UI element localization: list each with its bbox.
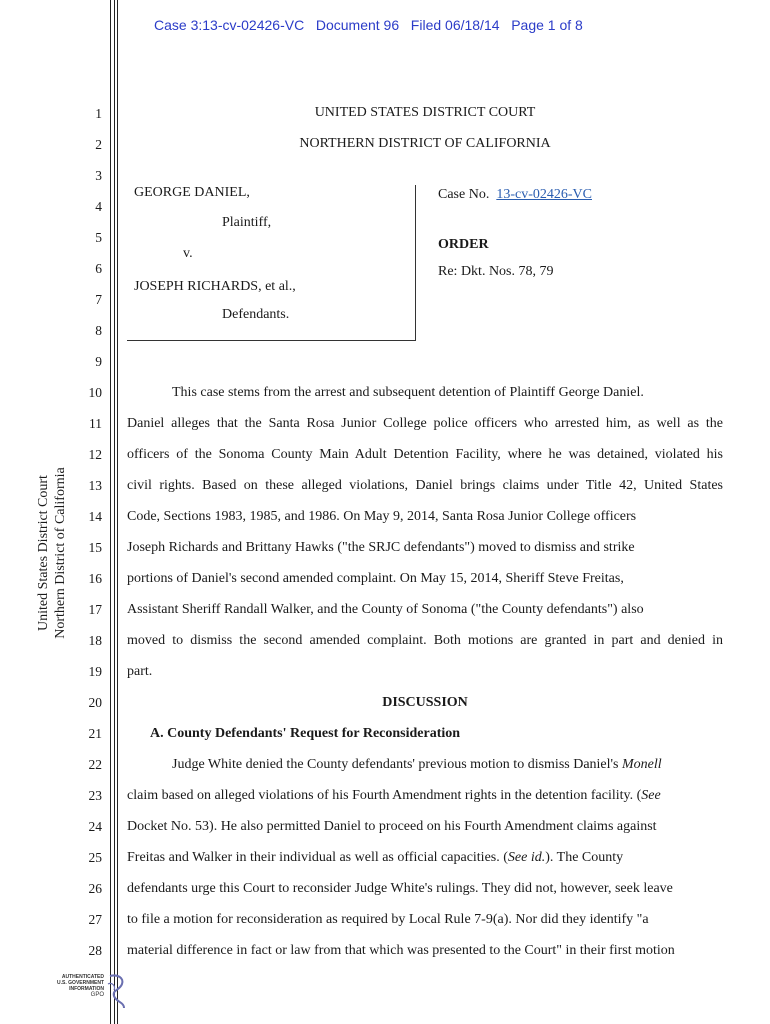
paragraph-line: Docket No. 53). He also permitted Daniel to proceed on his Fourth Amendment claims against bbox=[127, 819, 657, 834]
caption-divider-horizontal bbox=[127, 340, 416, 341]
paragraph-line: Daniel alleges that the Santa Rosa Junior College police officers who arrested him, as well as the bbox=[127, 416, 723, 431]
caption-divider-vertical bbox=[415, 185, 416, 341]
line-number: 3 bbox=[95, 168, 102, 183]
court-district: NORTHERN DISTRICT OF CALIFORNIA bbox=[299, 136, 551, 151]
docket-reference: Re: Dkt. Nos. 78, 79 bbox=[438, 264, 554, 279]
paragraph-line: part. bbox=[127, 664, 153, 679]
line-number: 27 bbox=[88, 912, 102, 927]
line-number: 26 bbox=[88, 881, 102, 896]
line-number: 25 bbox=[88, 850, 102, 865]
gpo-seal-text bbox=[42, 974, 104, 998]
line-number: 21 bbox=[88, 726, 102, 741]
side-label-line2: Northern District of California bbox=[53, 467, 68, 639]
versus: v. bbox=[183, 246, 193, 261]
line-number: 17 bbox=[88, 602, 102, 617]
text-run: Freitas and Walker in their individual as well as official capacities. ( bbox=[127, 850, 508, 865]
line-number: 18 bbox=[88, 633, 102, 648]
plaintiff-name: GEORGE DANIEL, bbox=[134, 185, 250, 200]
defendant-name: JOSEPH RICHARDS, et al., bbox=[134, 279, 296, 294]
gpo-authentication-seal bbox=[42, 972, 132, 1012]
line-number: 9 bbox=[95, 354, 102, 369]
line-number: 10 bbox=[88, 385, 102, 400]
gpo-seal-name: GPO bbox=[90, 992, 104, 998]
line-number: 4 bbox=[95, 199, 102, 214]
line-number: 19 bbox=[88, 664, 102, 679]
paragraph-line: Joseph Richards and Brittany Hawks ("the SRJC defendants") moved to dismiss and strike bbox=[127, 540, 635, 555]
line-number: 12 bbox=[88, 447, 102, 462]
line-number: 2 bbox=[95, 137, 102, 152]
plaintiff-role: Plaintiff, bbox=[222, 215, 272, 230]
paragraph-line: Assistant Sheriff Randall Walker, and the County of Sonoma ("the County defendants") also bbox=[127, 602, 644, 617]
line-number: 28 bbox=[88, 943, 102, 958]
gpo-seal-line2: U.S. GOVERNMENT bbox=[57, 980, 104, 986]
text-run: claim based on alleged violations of his Fourth Amendment rights in the detention facility. ( bbox=[127, 788, 642, 803]
italic-citation: Monell bbox=[622, 757, 662, 772]
gpo-eagle-icon bbox=[104, 972, 130, 1012]
line-number: 14 bbox=[88, 509, 102, 524]
margin-rule-left-1 bbox=[110, 0, 111, 1024]
paragraph-line bbox=[127, 788, 661, 804]
line-number: 6 bbox=[95, 261, 102, 276]
court-name: UNITED STATES DISTRICT COURT bbox=[314, 105, 536, 120]
italic-citation: See id. bbox=[507, 850, 546, 865]
line-number: 24 bbox=[88, 819, 102, 834]
paragraph-line: Code, Sections 1983, 1985, and 1986. On May 9, 2014, Santa Rosa Junior College officers bbox=[127, 509, 637, 524]
line-number: 8 bbox=[95, 323, 102, 338]
line-number: 15 bbox=[88, 540, 102, 555]
italic-citation: See bbox=[641, 788, 661, 803]
line-number: 13 bbox=[88, 478, 102, 493]
case-number-label: Case No. bbox=[438, 187, 490, 202]
margin-rule-left-3 bbox=[117, 0, 118, 1024]
paragraph-line: to file a motion for reconsideration as required by Local Rule 7-9(a). Nor did they identify "a bbox=[127, 912, 649, 927]
paragraph-line bbox=[127, 850, 623, 866]
paragraph-line: moved to dismiss the second amended complaint. Both motions are granted in part and denied in bbox=[127, 633, 723, 648]
paragraph-line: civil rights. Based on these alleged violations, Daniel brings claims under Title 42, United States bbox=[127, 478, 723, 493]
paragraph-line: material difference in fact or law from that which was presented to the Court" in their first motion bbox=[127, 943, 675, 958]
line-number: 23 bbox=[88, 788, 102, 803]
paragraph-line bbox=[172, 757, 662, 773]
line-number: 22 bbox=[88, 757, 102, 772]
paragraph-line: portions of Daniel's second amended complaint. On May 15, 2014, Sheriff Steve Freitas, bbox=[127, 571, 624, 586]
section-a-heading: A. County Defendants' Request for Reconsideration bbox=[150, 726, 461, 741]
line-number: 11 bbox=[89, 416, 102, 431]
line-number: 20 bbox=[88, 695, 102, 710]
paragraph-line: officers of the Sonoma County Main Adult Detention Facility, where he was detained, violated his bbox=[127, 447, 723, 462]
case-number-link[interactable]: 13-cv-02426-VC bbox=[496, 187, 592, 202]
paragraph-line: defendants urge this Court to reconsider Judge White's rulings. They did not, however, seek leave bbox=[127, 881, 673, 896]
case-number bbox=[438, 187, 592, 203]
discussion-heading: DISCUSSION bbox=[382, 695, 468, 710]
line-number: 16 bbox=[88, 571, 102, 586]
gpo-seal-line3: INFORMATION bbox=[69, 986, 104, 992]
line-number: 7 bbox=[95, 292, 102, 307]
case-header-stamp: Case 3:13-cv-02426-VC Document 96 Filed 06/18/14 Page 1 of 8 bbox=[154, 17, 583, 33]
order-title: ORDER bbox=[438, 237, 489, 252]
gpo-seal-line1: AUTHENTICATED bbox=[61, 974, 104, 980]
text-run: ). The County bbox=[545, 850, 624, 865]
margin-rule-left-2 bbox=[114, 0, 115, 1024]
paragraph-line: This case stems from the arrest and subsequent detention of Plaintiff George Daniel. bbox=[172, 385, 644, 400]
text-run: Judge White denied the County defendants' previous motion to dismiss Daniel's bbox=[172, 757, 623, 772]
defendant-role: Defendants. bbox=[222, 307, 290, 322]
line-number: 5 bbox=[95, 230, 102, 245]
side-label-line1: United States District Court bbox=[36, 475, 51, 631]
line-number: 1 bbox=[95, 106, 102, 121]
